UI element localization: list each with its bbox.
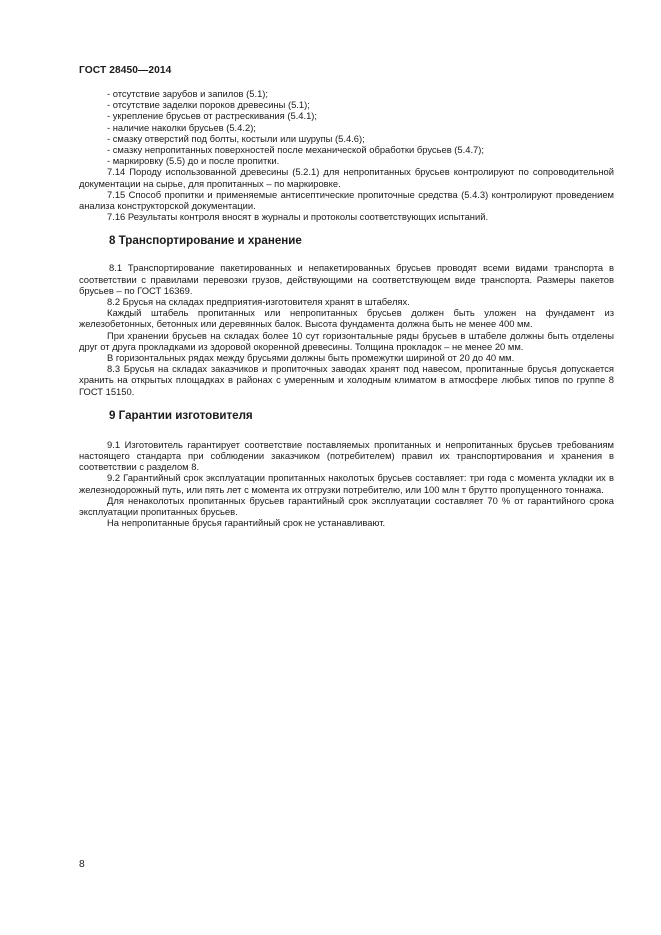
paragraph-8-3: 8.3 Брусья на складах заказчиков и пропиточных заводах хранят под навесом, пропитанные брусья допускается хранить на открытых площадках в районах с умеренным и холодным климатом в атмосфере любых типов по группе 8 ГОСТ 15150. [79,363,614,397]
list-item: - смазку отверстий под болты, костыли или шурупы (5.4.6); [107,132,365,144]
paragraph-8-2-foundation: Каждый штабель пропитанных или непропитанных брусьев должен быть уложен на фундамент из железобетонных, бетонных или деревянных балок. Высота фундамента должна быть не менее 400 мм. [79,307,614,330]
paragraph-8-2-spacers: При хранении брусьев на складах более 10 сут горизонтальные ряды брусьев в штабеле должны быть отделены друг от друга прокладками из здоровой окоренной древесины. Толщина прокладок – не менее 20 мм. [79,329,614,352]
paragraph-9-2-untapped: Для ненаколотых пропитанных брусьев гарантийный срок эксплуатации составляет 70 % от гарантийного срока эксплуатации пропитанных брусьев. [79,494,614,518]
page-number: 8 [79,859,85,870]
paragraph-9-1: 9.1 Изготовитель гарантирует соответствие поставляемых пропитанных и непропитанных брусьев требованиям настоящего стандарта при соблюдении заказчиком (потребителем) правил их транспортирования и хранения в соответствии с разделом 8. [79,438,614,473]
list-item: - наличие наколки брусьев (5.4.2); [107,121,256,133]
paragraph-7-16: 7.16 Результаты контроля вносят в журналы и протоколы соответствующих испытаний. [107,211,489,223]
section-8-heading: 8 Транспортирование и хранение [109,234,302,248]
list-item: - отсутствие зарубов и запилов (5.1); [107,88,269,99]
paragraph-7-15: 7.15 Способ пропитки и применяемые антисептические пропиточные средства (5.4.3) контролируют проведением анализа конструкторской документации. [79,188,614,212]
list-item: - маркировку (5.5) до и после пропитки. [107,155,280,167]
list-item: - отсутствие заделки пороков древесины (5.1); [107,99,310,111]
paragraph-9-2-unimpregnated: На непропитанные брусья гарантийный срок не устанавливают. [107,517,386,529]
page-content [79,88,614,529]
paragraph-8-1: 8.1 Транспортирование пакетированных и непакетированных брусьев проводят всеми видами транспорта в соответствии с правилами перевозки грузов, действующими на соответствующем виде транспорта. Размеры пакетов брусьев – по ГОСТ 16369. [79,262,614,296]
document-header-id: ГОСТ 28450—2014 [79,65,172,76]
paragraph-7-14: 7.14 Породу использованной древесины (5.2.1) для непропитанных брусьев контролируют по сопроводительной документации на сырье, для пропитанных – по маркировке. [79,166,614,189]
paragraph-8-2-gaps: В горизонтальных рядах между брусьями должны быть промежутки шириной от 20 до 40 мм. [107,352,515,364]
list-item: - укрепление брусьев от растрескивания (5.4.1); [107,110,318,122]
section-9-heading: 9 Гарантии изготовителя [109,408,253,422]
paragraph-8-2: 8.2 Брусья на складах предприятия-изготовителя хранят в штабелях. [107,296,410,308]
paragraph-9-2: 9.2 Гарантийный срок эксплуатации пропитанных наколотых брусьев составляет: три года с момента укладки их в железнодорожный путь, или пять лет с момента их отгрузки потребителю, или 100 млн т брутто пропущенного тоннажа. [79,472,614,495]
list-item: - смазку непропитанных поверхностей после механической обработки брусьев (5.4.7); [107,144,484,156]
